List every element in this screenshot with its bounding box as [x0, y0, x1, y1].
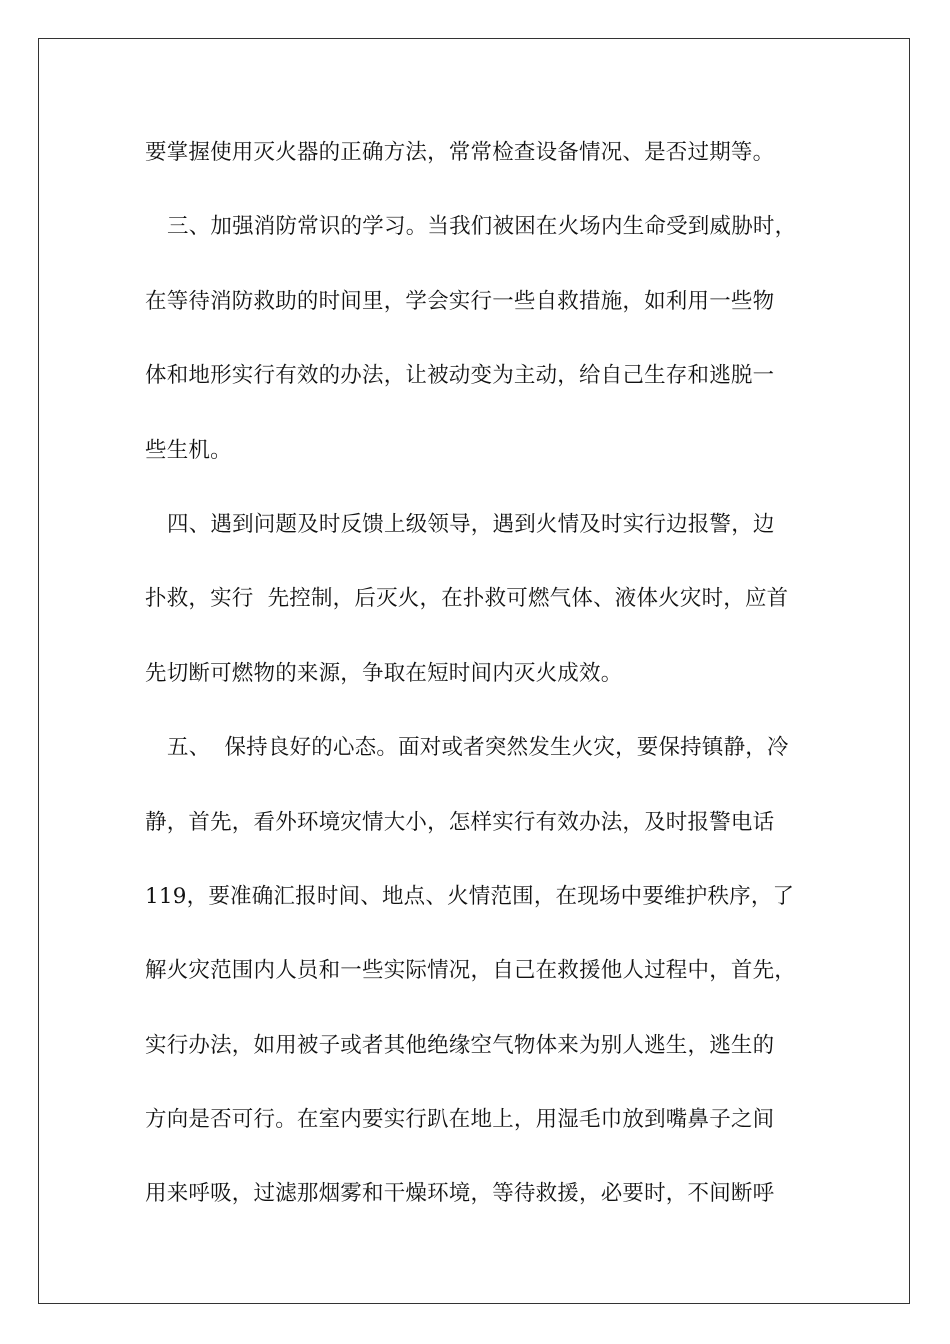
text-line: 些生机。	[145, 437, 232, 463]
paragraph-five-start: 五、 保持良好的心态。面对或者突然发生火灾，要保持镇静，冷	[167, 735, 789, 761]
text-line: 119，要准确汇报时间、地点、火情范围，在现场中要维护秩序，了	[145, 883, 795, 909]
text-line: 体和地形实行有效的办法，让被动变为主动，给自己生存和逃脱一	[145, 363, 775, 389]
text-line: 静，首先，看外环境灾情大小，怎样实行有效办法，及时报警电话	[145, 809, 775, 835]
text-line: 先切断可燃物的来源，争取在短时间内灭火成效。	[145, 660, 623, 686]
paragraph-three-start: 三、加强消防常识的学习。当我们被困在火场内生命受到威胁时，	[167, 214, 797, 240]
text-line: 要掌握使用灭火器的正确方法，常常检查设备情况、是否过期等。	[145, 140, 775, 165]
text-line: 方向是否可行。在室内要实行趴在地上，用湿毛巾放到嘴鼻子之间	[145, 1107, 775, 1133]
document-body	[145, 130, 810, 1246]
text-line: 用来呼吸，过滤那烟雾和干燥环境，等待救援，必要时，不间断呼	[145, 1181, 775, 1207]
text-line: 在等待消防救助的时间里，学会实行一些自救措施，如利用一些物	[145, 288, 775, 314]
text-line: 实行办法，如用被子或者其他绝缘空气物体来为别人逃生，逃生的	[145, 1032, 775, 1058]
text-line: 扑救，实行 先控制，后灭火，在扑救可燃气体、液体火灾时，应首	[145, 586, 789, 612]
text-line: 解火灾范围内人员和一些实际情况，自己在救援他人过程中，首先，	[145, 958, 797, 984]
paragraph-four-start: 四、遇到问题及时反馈上级领导，遇到火情及时实行边报警，边	[167, 511, 775, 537]
